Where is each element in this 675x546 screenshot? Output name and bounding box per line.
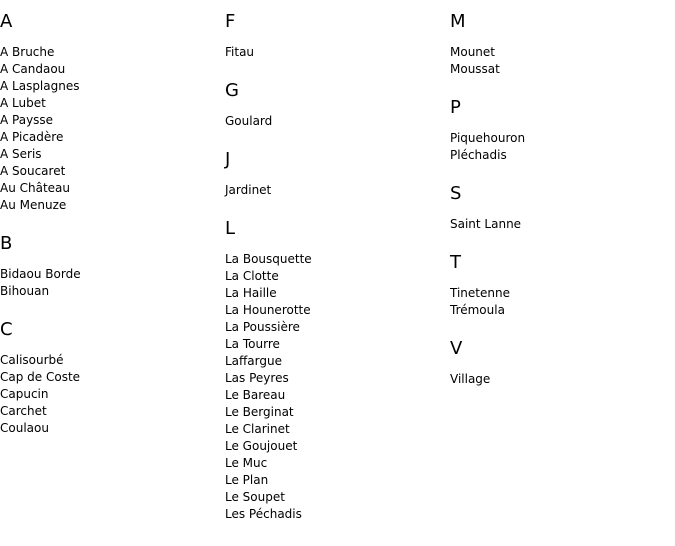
list-item (0, 129, 220, 146)
place-list (225, 113, 445, 130)
place-link[interactable]: Carchet (0, 404, 47, 418)
letter-heading: V (450, 338, 463, 359)
place-link[interactable]: Bihouan (0, 284, 50, 298)
letter-heading: G (225, 80, 239, 101)
place-link[interactable]: Moussat (450, 62, 500, 76)
place-link[interactable]: La Poussière (225, 320, 300, 334)
place-link[interactable]: Les Péchadis (225, 507, 302, 521)
list-item (225, 285, 445, 302)
place-link[interactable]: Las Peyres (225, 371, 289, 385)
place-link[interactable]: Le Muc (225, 456, 268, 470)
list-item (0, 420, 220, 437)
index-column-2 (225, 10, 445, 541)
list-item (0, 95, 220, 112)
place-link[interactable]: Mounet (450, 45, 495, 59)
place-link[interactable]: A Candaou (0, 62, 66, 76)
place-link[interactable]: A Bruche (0, 45, 55, 59)
place-link[interactable]: Au Menuze (0, 198, 67, 212)
place-link[interactable]: Calisourbé (0, 353, 64, 367)
list-item (0, 403, 220, 420)
letter-heading: J (225, 149, 231, 170)
letter-group-v (450, 337, 670, 388)
letter-group-c (0, 318, 220, 437)
list-item (0, 78, 220, 95)
place-link[interactable]: A Soucaret (0, 164, 66, 178)
list-item (0, 112, 220, 129)
letter-group-s (450, 182, 670, 233)
list-item (225, 319, 445, 336)
place-link[interactable]: Jardinet (225, 183, 272, 197)
place-link[interactable]: Cap de Coste (0, 370, 81, 384)
list-item (0, 386, 220, 403)
list-item (450, 371, 670, 388)
list-item (0, 180, 220, 197)
place-link[interactable]: Au Château (0, 181, 71, 195)
place-list (225, 251, 445, 523)
place-list (0, 352, 220, 437)
place-link[interactable]: La Bousquette (225, 252, 312, 266)
list-item (450, 302, 670, 319)
place-list (450, 371, 670, 388)
list-item (0, 197, 220, 214)
place-list (450, 216, 670, 233)
list-item (0, 369, 220, 386)
list-item (225, 489, 445, 506)
list-item (450, 216, 670, 233)
list-item (225, 113, 445, 130)
place-link[interactable]: Goulard (225, 114, 273, 128)
letter-heading: L (225, 218, 236, 239)
place-link[interactable]: Le Clarinet (225, 422, 290, 436)
place-link[interactable]: A Lubet (0, 96, 46, 110)
letter-group-a (0, 10, 220, 214)
list-item (225, 421, 445, 438)
list-item (0, 266, 220, 283)
place-list (450, 285, 670, 319)
place-list (0, 44, 220, 214)
place-link[interactable]: Pléchadis (450, 148, 507, 162)
list-item (225, 251, 445, 268)
place-link[interactable]: Le Soupet (225, 490, 285, 504)
list-item (450, 61, 670, 78)
letter-heading: P (450, 97, 461, 118)
list-item (225, 44, 445, 61)
place-link[interactable]: Tinetenne (450, 286, 510, 300)
list-item (225, 182, 445, 199)
list-item (0, 44, 220, 61)
letter-heading: A (0, 11, 13, 32)
letter-heading: T (450, 252, 461, 273)
list-item (0, 283, 220, 300)
place-link[interactable]: Piquehouron (450, 131, 526, 145)
list-item (450, 44, 670, 61)
place-link[interactable]: La Haille (225, 286, 277, 300)
place-link[interactable]: Fitau (225, 45, 255, 59)
place-list (0, 266, 220, 300)
place-link[interactable]: Laffargue (225, 354, 282, 368)
list-item (225, 438, 445, 455)
place-link[interactable]: La Hounerotte (225, 303, 311, 317)
place-link[interactable]: Saint Lanne (450, 217, 522, 231)
list-item (0, 163, 220, 180)
letter-group-l (225, 217, 445, 523)
list-item (225, 506, 445, 523)
place-link[interactable]: A Picadère (0, 130, 64, 144)
place-list (450, 130, 670, 164)
list-item (225, 353, 445, 370)
letter-heading: S (450, 183, 462, 204)
place-link[interactable]: Coulaou (0, 421, 49, 435)
place-link[interactable]: Capucin (0, 387, 49, 401)
list-item (450, 130, 670, 147)
index-column-3 (450, 10, 670, 406)
place-link[interactable]: Le Goujouet (225, 439, 298, 453)
letter-group-m (450, 10, 670, 78)
letter-group-t (450, 251, 670, 319)
list-item (225, 387, 445, 404)
list-item (225, 302, 445, 319)
index-column-1 (0, 10, 220, 455)
place-link[interactable]: Trémoula (450, 303, 505, 317)
list-item (0, 146, 220, 163)
place-link[interactable]: Le Plan (225, 473, 269, 487)
place-list (225, 44, 445, 61)
letter-group-g (225, 79, 445, 130)
letter-group-f (225, 10, 445, 61)
place-list (450, 44, 670, 78)
list-item (225, 455, 445, 472)
letter-group-b (0, 232, 220, 300)
place-link[interactable]: A Lasplagnes (0, 79, 80, 93)
place-link[interactable]: La Tourre (225, 337, 280, 351)
place-list (225, 182, 445, 199)
list-item (225, 404, 445, 421)
letter-heading: B (0, 233, 13, 254)
place-link[interactable]: Village (450, 372, 491, 386)
letter-group-p (450, 96, 670, 164)
list-item (225, 472, 445, 489)
place-link[interactable]: Bidaou Borde (0, 267, 81, 281)
list-item (0, 61, 220, 78)
letter-heading: F (225, 11, 236, 32)
place-link[interactable]: A Paysse (0, 113, 54, 127)
letter-heading: M (450, 11, 466, 32)
list-item (0, 352, 220, 369)
letter-group-j (225, 148, 445, 199)
place-link[interactable]: A Seris (0, 147, 42, 161)
place-link[interactable]: Le Berginat (225, 405, 294, 419)
list-item (225, 370, 445, 387)
list-item (450, 285, 670, 302)
place-link[interactable]: Le Bareau (225, 388, 286, 402)
letter-heading: C (0, 319, 13, 340)
list-item (225, 268, 445, 285)
list-item (225, 336, 445, 353)
place-link[interactable]: La Clotte (225, 269, 279, 283)
list-item (450, 147, 670, 164)
